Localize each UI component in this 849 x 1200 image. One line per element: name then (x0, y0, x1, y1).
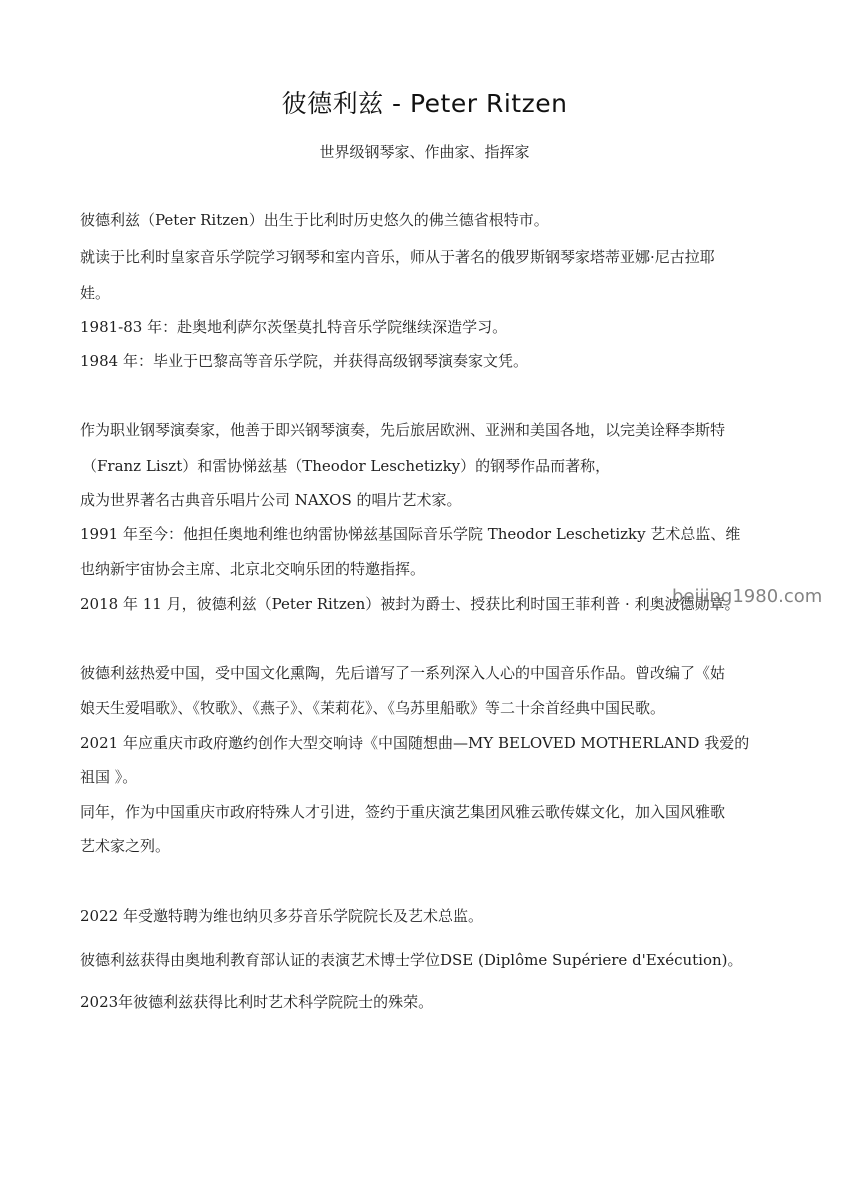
paragraph-line: 娘天生爱唱歌》、《牧歌》、《燕子》、《茉莉花》、《乌苏里船歌》等二十余首经典中国民歌。 (80, 699, 666, 717)
paragraph-line: 彼德利兹（Peter Ritzen）出生于比利时历史悠久的佛兰德省根特市。 (80, 211, 549, 229)
paragraph-line: 2023年彼德利兹获得比利时艺术科学院院士的殊荣。 (80, 993, 434, 1011)
paragraph-line: （Franz Liszt）和雷协悌兹基（Theodor Leschetizky）的钢琴作品而著称， (82, 457, 611, 475)
paragraph-line: 2022 年受邀特聘为维也纳贝多芬音乐学院院长及艺术总监。 (80, 907, 483, 925)
paragraph-line: 1991 年至今：他担任奥地利维也纳雷协悌兹基国际音乐学院 Theodor Leschetizky 艺术总监、维 (80, 525, 741, 543)
paragraph-line: 娃。 (80, 284, 111, 302)
page-subtitle: 世界级钢琴家、作曲家、指挥家 (319, 143, 530, 161)
watermark: beijing1980.com (672, 586, 823, 607)
paragraph-line: 作为职业钢琴演奏家，他善于即兴钢琴演奏，先后旅居欧洲、亚洲和美国各地，以完美诠释李斯特 (80, 421, 726, 439)
paragraph-line: 祖国 》。 (80, 768, 138, 786)
paragraph-line: 2018 年 11 月，彼德利兹（Peter Ritzen）被封为爵士、授获比利时国王菲利普 · 利奥波德勋章。 (80, 595, 740, 613)
paragraph-line: 彼德利兹热爱中国，受中国文化熏陶，先后谱写了一系列深入人心的中国音乐作品。曾改编了《姑 (80, 664, 726, 682)
paragraph-line: 彼德利兹获得由奥地利教育部认证的表演艺术博士学位DSE (Diplôme Supériere d'Exécution)。 (80, 951, 743, 969)
paragraph-line: 成为世界著名古典音乐唱片公司 NAXOS 的唱片艺术家。 (80, 491, 462, 509)
paragraph-line: 1981-83 年：赴奥地利萨尔茨堡莫扎特音乐学院继续深造学习。 (80, 318, 508, 336)
paragraph-line: 就读于比利时皇家音乐学院学习钢琴和室内音乐，师从于著名的俄罗斯钢琴家塔蒂亚娜·尼古拉耶 (80, 248, 715, 266)
paragraph-line: 2021 年应重庆市政府邀约创作大型交响诗《中国随想曲—MY BELOVED MOTHERLAND 我爱的 (80, 734, 750, 752)
paragraph-line: 1984 年：毕业于巴黎高等音乐学院，并获得高级钢琴演奏家文凭。 (80, 352, 528, 370)
paragraph-line: 同年，作为中国重庆市政府特殊人才引进，签约于重庆演艺集团风雅云歌传媒文化，加入国风雅歌 (80, 803, 726, 821)
paragraph-line: 也纳新宇宙协会主席、北京北交响乐团的特邀指挥。 (80, 560, 426, 578)
paragraph-line: 艺术家之列。 (80, 837, 171, 855)
page-title: 彼德利兹 - Peter Ritzen (281, 89, 568, 118)
